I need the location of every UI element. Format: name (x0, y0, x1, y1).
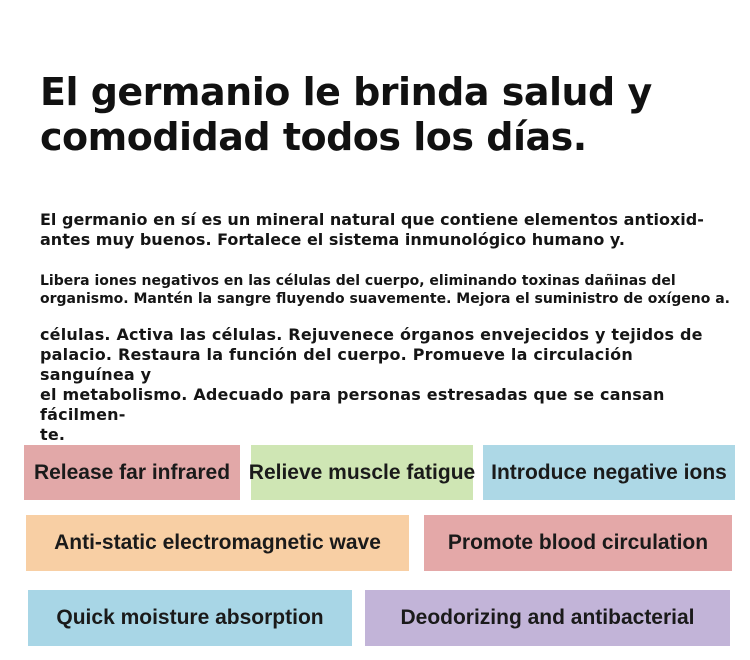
paragraph-2-line-2: organismo. Mantén la sangre fluyendo suavemente. Mejora el suministro de oxígeno a. (40, 291, 730, 307)
paragraph-3 (40, 325, 730, 445)
feature-tag-moisture-absorption: Quick moisture absorption (28, 590, 352, 646)
paragraph-3-line-4: te. (40, 425, 66, 444)
feature-tag-muscle-fatigue: Relieve muscle fatigue (251, 445, 473, 500)
headline (40, 70, 720, 160)
paragraph-2 (40, 272, 740, 308)
paragraph-2-line-1: Libera iones negativos en las células del cuerpo, eliminando toxinas dañinas del (40, 273, 676, 289)
paragraph-1-line-1: El germanio en sí es un mineral natural que contiene elementos antioxid- (40, 210, 704, 229)
feature-tag-blood-circulation: Promote blood circulation (424, 515, 732, 571)
headline-line-2: comodidad todos los días. (40, 115, 587, 159)
feature-tag-deodorizing: Deodorizing and antibacterial (365, 590, 730, 646)
paragraph-1 (40, 210, 730, 250)
feature-tag-negative-ions: Introduce negative ions (483, 445, 735, 500)
feature-tag-anti-static: Anti-static electromagnetic wave (26, 515, 409, 571)
paragraph-1-line-2: antes muy buenos. Fortalece el sistema inmunológico humano y. (40, 230, 625, 249)
feature-tag-far-infrared: Release far infrared (24, 445, 240, 500)
paragraph-3-line-1: células. Activa las células. Rejuvenece órganos envejecidos y tejidos de (40, 325, 703, 344)
paragraph-3-line-2: palacio. Restaura la función del cuerpo. Promueve la circulación sanguínea y (40, 345, 633, 384)
paragraph-3-line-3: el metabolismo. Adecuado para personas estresadas que se cansan fácilmen- (40, 385, 665, 424)
headline-line-1: El germanio le brinda salud y (40, 70, 652, 114)
